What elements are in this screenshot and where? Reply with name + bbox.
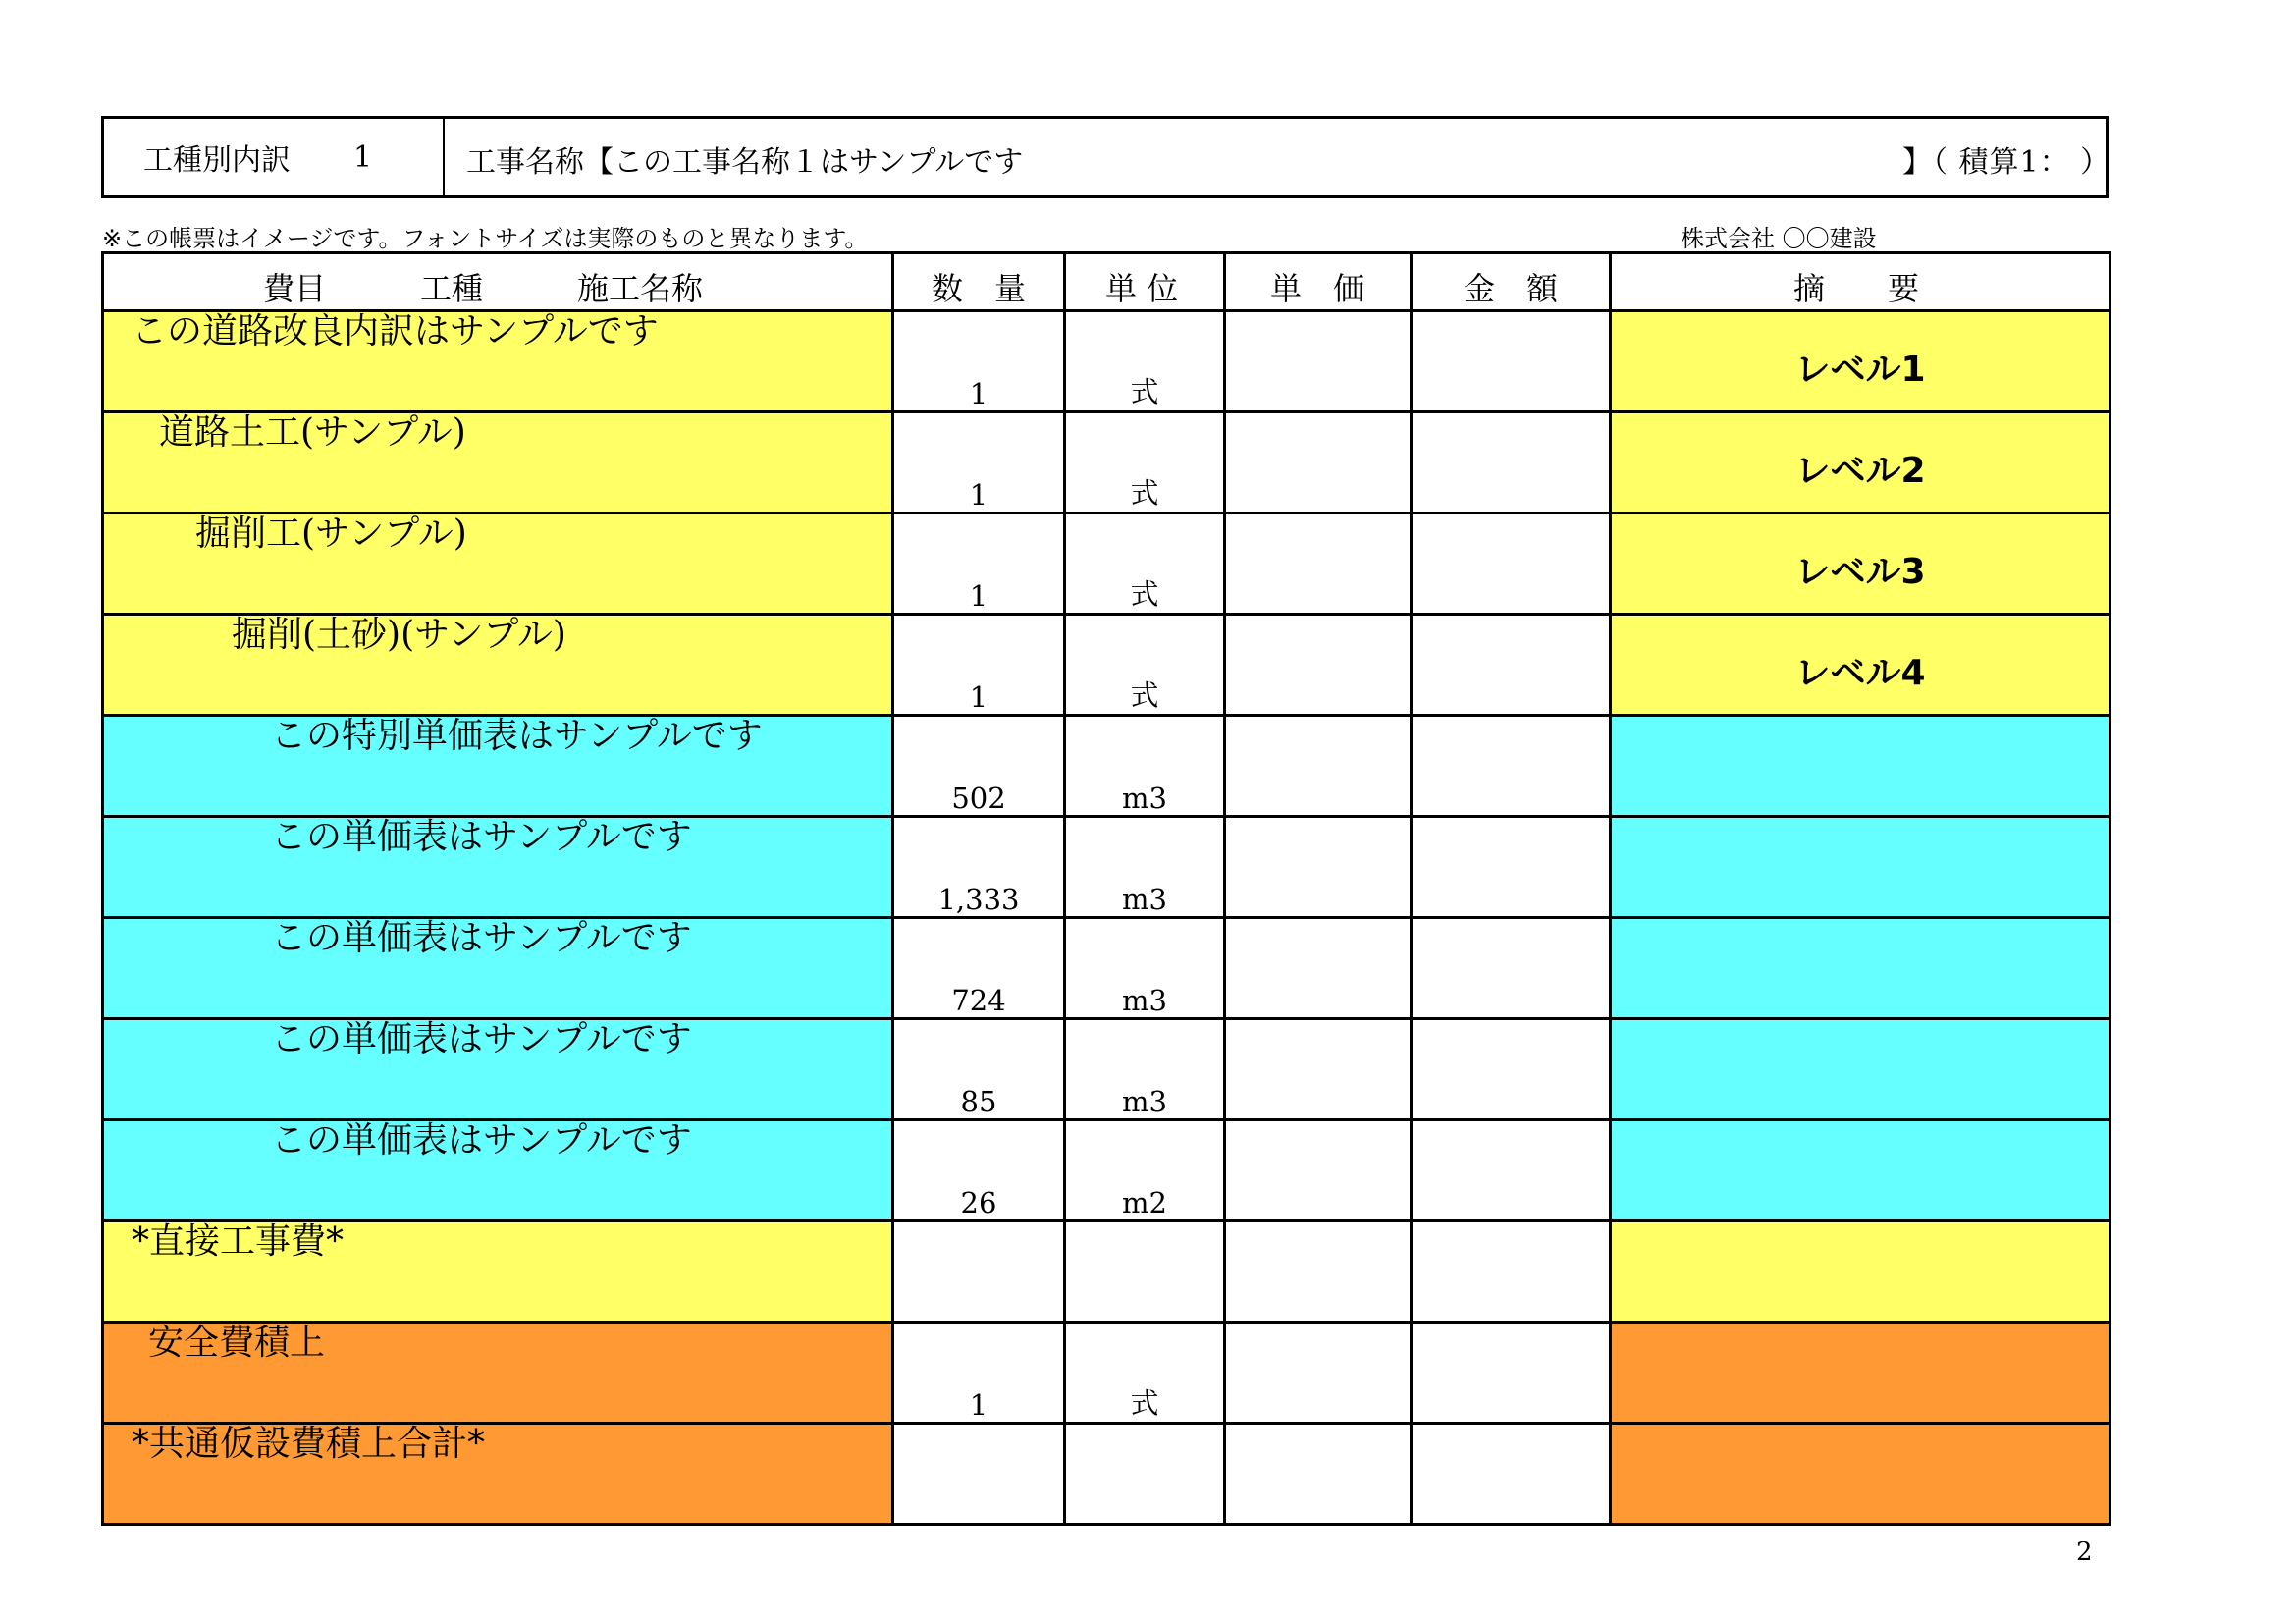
remarks-cell	[1611, 1221, 2110, 1323]
amount-cell	[1412, 514, 1611, 615]
page-number: 2	[2076, 1538, 2093, 1567]
unit: m3	[1122, 883, 1167, 916]
item-name-cell	[103, 1424, 893, 1525]
document-header	[101, 116, 2109, 198]
item-name-cell	[103, 716, 893, 817]
item-name: この特別単価表はサンプルです	[271, 716, 763, 756]
breakdown-cell	[104, 119, 445, 195]
unit: 式	[1130, 375, 1159, 408]
amount-cell	[1412, 1424, 1611, 1525]
item-name: この道路改良内訳はサンプルです	[132, 311, 659, 351]
header-amount: 金 額	[1412, 253, 1611, 311]
unit-cell	[1065, 918, 1225, 1019]
table-row	[103, 716, 2110, 817]
remarks-cell	[1611, 514, 2110, 615]
quantity-cell	[893, 1019, 1065, 1120]
item-name: 掘削工(サンプル)	[195, 514, 467, 554]
quantity-cell	[893, 716, 1065, 817]
remarks-text: レベル3	[1794, 552, 1926, 592]
table-row	[103, 311, 2110, 412]
item-name: この単価表はサンプルです	[271, 918, 692, 958]
item-name-cell	[103, 918, 893, 1019]
quantity-cell	[893, 1120, 1065, 1221]
remarks-cell	[1611, 1120, 2110, 1221]
unit: 式	[1130, 577, 1159, 611]
quantity-cell	[893, 1424, 1065, 1525]
remarks-cell	[1611, 918, 2110, 1019]
remarks-cell	[1611, 615, 2110, 716]
unit-price-cell	[1225, 514, 1412, 615]
remarks-cell	[1611, 1019, 2110, 1120]
unit: m3	[1122, 782, 1167, 815]
quantity-cell	[893, 1221, 1065, 1323]
unit-price-cell	[1225, 716, 1412, 817]
remarks-text: レベル1	[1794, 350, 1926, 390]
item-name: この単価表はサンプルです	[271, 1120, 692, 1161]
unit-price-cell	[1225, 615, 1412, 716]
remarks-cell	[1611, 716, 2110, 817]
unit-price-cell	[1225, 918, 1412, 1019]
quantity-cell	[893, 615, 1065, 716]
quantity-cell	[893, 412, 1065, 514]
unit-cell	[1065, 311, 1225, 412]
quantity: 1	[969, 680, 988, 714]
unit-cell	[1065, 514, 1225, 615]
breakdown-number: 1	[353, 139, 373, 175]
unit-price-cell	[1225, 1424, 1412, 1525]
unit-cell	[1065, 716, 1225, 817]
header-unit: 単 位	[1065, 253, 1225, 311]
amount-cell	[1412, 311, 1611, 412]
amount-cell	[1412, 1323, 1611, 1424]
table-row	[103, 1019, 2110, 1120]
unit: m3	[1122, 1085, 1167, 1118]
quantity-cell	[893, 817, 1065, 918]
unit-cell	[1065, 1424, 1225, 1525]
quantity-cell	[893, 1323, 1065, 1424]
item-name-cell	[103, 615, 893, 716]
estimate-label: 】（ 積算1： ）	[1902, 145, 2111, 180]
item-name: 道路土工(サンプル)	[159, 412, 466, 453]
item-name-cell	[103, 412, 893, 514]
amount-cell	[1412, 716, 1611, 817]
table-row	[103, 817, 2110, 918]
table-row	[103, 514, 2110, 615]
amount-cell	[1412, 817, 1611, 918]
item-name: この単価表はサンプルです	[271, 1019, 692, 1059]
project-title: 工事名称【この工事名称１はサンプルです	[466, 145, 1024, 180]
table-row	[103, 1323, 2110, 1424]
unit-cell	[1065, 412, 1225, 514]
quantity: 502	[951, 782, 1006, 815]
item-name: 掘削(土砂)(サンプル)	[232, 615, 566, 655]
unit: 式	[1130, 476, 1159, 510]
unit-price-cell	[1225, 1323, 1412, 1424]
table-row	[103, 918, 2110, 1019]
remarks-cell	[1611, 1424, 2110, 1525]
table-row	[103, 1424, 2110, 1525]
unit-price-cell	[1225, 1120, 1412, 1221]
unit: m2	[1122, 1186, 1167, 1219]
item-name-cell	[103, 1221, 893, 1323]
quantity-cell	[893, 918, 1065, 1019]
unit: 式	[1130, 1386, 1159, 1420]
table-row	[103, 615, 2110, 716]
item-name: この単価表はサンプルです	[271, 817, 692, 857]
unit-cell	[1065, 1221, 1225, 1323]
quantity-cell	[893, 514, 1065, 615]
unit: 式	[1130, 678, 1159, 712]
amount-cell	[1412, 1221, 1611, 1323]
item-name: *直接工事費*	[132, 1221, 345, 1262]
quantity: 1	[969, 377, 988, 410]
quantity: 1	[969, 579, 988, 613]
amount-cell	[1412, 1120, 1611, 1221]
quantity: 85	[960, 1085, 997, 1118]
header-price: 単 価	[1225, 253, 1412, 311]
unit-price-cell	[1225, 817, 1412, 918]
quantity: 724	[951, 984, 1006, 1017]
disclaimer-note: ※この帳票はイメージです。フォントサイズは実際のものと異なります。	[102, 225, 869, 252]
item-name-cell	[103, 514, 893, 615]
unit-cell	[1065, 1120, 1225, 1221]
table-row	[103, 1120, 2110, 1221]
header-qty: 数 量	[893, 253, 1065, 311]
remarks-text: レベル4	[1794, 653, 1926, 693]
unit: m3	[1122, 984, 1167, 1017]
header-remarks: 摘 要	[1611, 253, 2110, 311]
amount-cell	[1412, 1019, 1611, 1120]
item-name: *共通仮設費積上合計*	[132, 1424, 486, 1464]
unit-price-cell	[1225, 1221, 1412, 1323]
item-name-cell	[103, 1019, 893, 1120]
breakdown-label: 工種別内訳	[143, 143, 291, 178]
quantity: 1	[969, 478, 988, 512]
quantity: 1,333	[937, 883, 1020, 916]
quantity-cell	[893, 311, 1065, 412]
amount-cell	[1412, 918, 1611, 1019]
unit-cell	[1065, 1323, 1225, 1424]
unit-cell	[1065, 817, 1225, 918]
remarks-text: レベル2	[1794, 451, 1926, 491]
amount-cell	[1412, 412, 1611, 514]
remarks-cell	[1611, 311, 2110, 412]
remarks-cell	[1611, 1323, 2110, 1424]
item-name-cell	[103, 1323, 893, 1424]
table-row	[103, 1221, 2110, 1323]
header-name: 費目 工種 施工名称	[103, 253, 893, 311]
remarks-cell	[1611, 412, 2110, 514]
breakdown-table	[101, 251, 2111, 1526]
unit-price-cell	[1225, 412, 1412, 514]
unit-price-cell	[1225, 311, 1412, 412]
item-name-cell	[103, 1120, 893, 1221]
unit-cell	[1065, 615, 1225, 716]
project-title-cell	[445, 119, 2111, 195]
item-name-cell	[103, 817, 893, 918]
unit-price-cell	[1225, 1019, 1412, 1120]
table-row	[103, 412, 2110, 514]
item-name: 安全費積上	[148, 1323, 326, 1363]
amount-cell	[1412, 615, 1611, 716]
item-name-cell	[103, 311, 893, 412]
table-header-row	[103, 253, 2110, 311]
company-name: 株式会社 〇〇建設	[1681, 225, 1877, 252]
unit-cell	[1065, 1019, 1225, 1120]
quantity: 26	[960, 1186, 997, 1219]
quantity: 1	[969, 1388, 988, 1422]
remarks-cell	[1611, 817, 2110, 918]
